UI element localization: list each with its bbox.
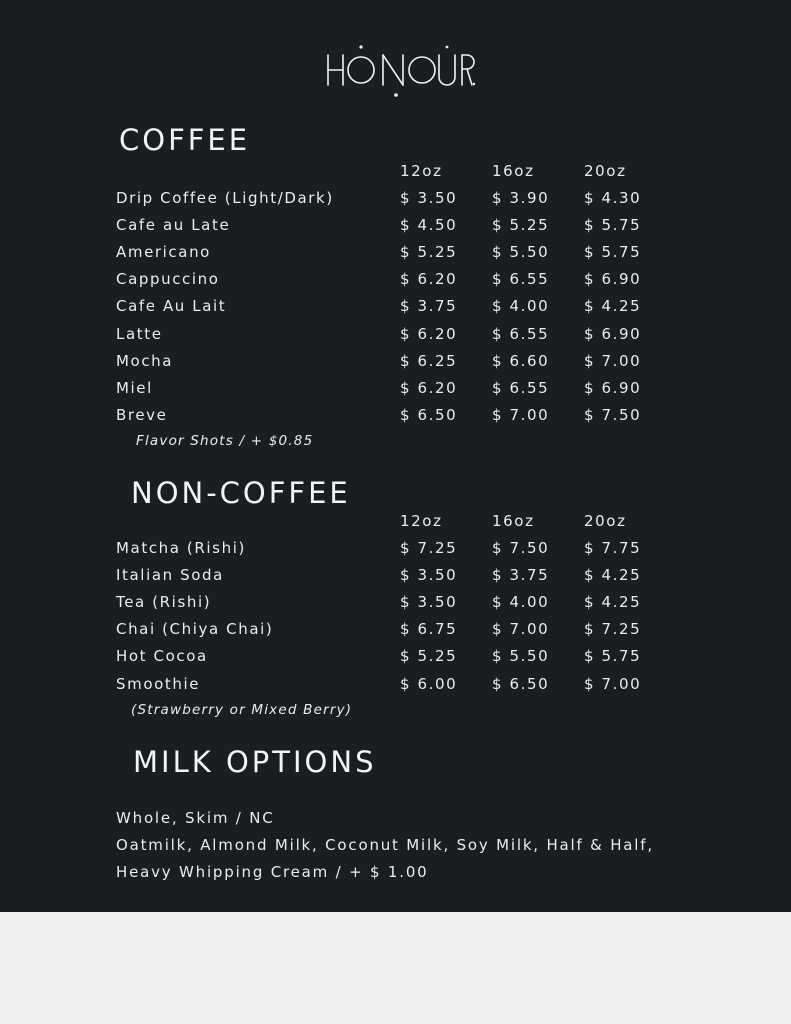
menu-item-price: $ 6.55 (492, 324, 550, 343)
menu-item-price: $ 4.25 (584, 593, 642, 612)
menu-item-price: $ 6.20 (400, 378, 458, 397)
menu-item-price: $ 6.25 (400, 351, 458, 370)
menu-item-price: $ 7.50 (492, 539, 550, 557)
menu-item-name: Cappuccino (116, 270, 220, 289)
menu-item-price: $ 7.25 (400, 539, 458, 557)
menu-item-price: $ 6.90 (584, 270, 642, 289)
menu-item-price: $ 5.25 (492, 216, 550, 235)
menu-item-price: $ 3.50 (400, 189, 458, 207)
menu-item-price: $ 4.25 (584, 566, 642, 585)
menu-item-price: $ 3.50 (400, 566, 458, 585)
menu-item-price: $ 6.00 (400, 674, 458, 693)
menu-item-name: Cafe au Late (116, 216, 231, 235)
honour-logo-mark (316, 40, 476, 100)
size-column-header: 16oz (492, 512, 535, 530)
menu-item-price: $ 3.75 (400, 297, 458, 316)
menu-item-price: $ 6.90 (584, 378, 642, 397)
menu-item-price: $ 6.55 (492, 270, 550, 289)
menu-item-price: $ 6.50 (400, 405, 458, 424)
honour-logo (0, 40, 791, 100)
menu-item-name: Americano (116, 243, 211, 262)
noncoffee-section-title: NON-COFFEE (131, 476, 351, 510)
menu-item-price: $ 5.25 (400, 647, 458, 666)
smoothie-flavors-note: (Strawberry or Mixed Berry) (131, 702, 353, 718)
menu-item-price: $ 6.50 (492, 674, 550, 693)
menu-item-price: $ 6.60 (492, 351, 550, 370)
menu-item-price: $ 6.20 (400, 270, 458, 289)
size-column-header: 12oz (400, 162, 443, 180)
menu-item-price: $ 7.50 (584, 405, 642, 424)
menu-item-price: $ 5.75 (584, 243, 642, 262)
menu-item-name: Cafe Au Lait (116, 297, 227, 316)
menu-item-price: $ 3.75 (492, 566, 550, 585)
size-column-header: 20oz (584, 162, 627, 180)
menu-item-price: $ 6.90 (584, 324, 642, 343)
milk-option-line: Whole, Skim / NC (116, 809, 275, 827)
menu-item-price: $ 3.50 (400, 593, 458, 612)
size-column-header: 12oz (400, 512, 443, 530)
menu-item-name: Drip Coffee (Light/Dark) (116, 189, 334, 207)
menu-item-price: $ 5.75 (584, 647, 642, 666)
menu-item-price: $ 4.00 (492, 593, 550, 612)
menu-item-name: Tea (Rishi) (116, 593, 212, 612)
menu-item-name: Smoothie (116, 674, 201, 693)
size-column-header: 20oz (584, 512, 627, 530)
milk-option-line: Oatmilk, Almond Milk, Coconut Milk, Soy Milk, Half & Half, (116, 836, 654, 854)
flavor-shots-note: Flavor Shots / + $0.85 (136, 433, 314, 449)
menu-item-price: $ 7.25 (584, 620, 642, 639)
menu-item-name: Chai (Chiya Chai) (116, 620, 274, 639)
menu-item-price: $ 7.00 (584, 674, 642, 693)
menu-item-price: $ 7.75 (584, 539, 642, 557)
menu-item-price: $ 5.50 (492, 243, 550, 262)
menu-item-price: $ 3.90 (492, 189, 550, 207)
milk-option-line: Heavy Whipping Cream / + $ 1.00 (116, 863, 429, 881)
menu-item-name: Italian Soda (116, 566, 224, 585)
coffee-section-title: COFFEE (119, 123, 251, 157)
menu-item-price: $ 7.00 (492, 405, 550, 424)
menu-item-name: Mocha (116, 351, 174, 370)
menu-item-name: Breve (116, 405, 168, 424)
menu-item-price: $ 4.30 (584, 189, 642, 207)
milk-options-section-title: MILK OPTIONS (133, 745, 377, 779)
menu-item-name: Latte (116, 324, 163, 343)
menu-item-price: $ 6.75 (400, 620, 458, 639)
menu-item-price: $ 4.25 (584, 297, 642, 316)
size-column-header: 16oz (492, 162, 535, 180)
menu-item-name: Matcha (Rishi) (116, 539, 246, 557)
menu-item-price: $ 7.00 (584, 351, 642, 370)
menu-item-price: $ 5.50 (492, 647, 550, 666)
menu-item-name: Miel (116, 378, 153, 397)
menu-item-price: $ 4.00 (492, 297, 550, 316)
menu-item-name: Hot Cocoa (116, 647, 208, 666)
menu-item-price: $ 4.50 (400, 216, 458, 235)
menu-item-price: $ 5.25 (400, 243, 458, 262)
menu-item-price: $ 6.55 (492, 378, 550, 397)
menu-item-price: $ 7.00 (492, 620, 550, 639)
menu-item-price: $ 6.20 (400, 324, 458, 343)
page-background (0, 912, 791, 1024)
menu-item-price: $ 5.75 (584, 216, 642, 235)
